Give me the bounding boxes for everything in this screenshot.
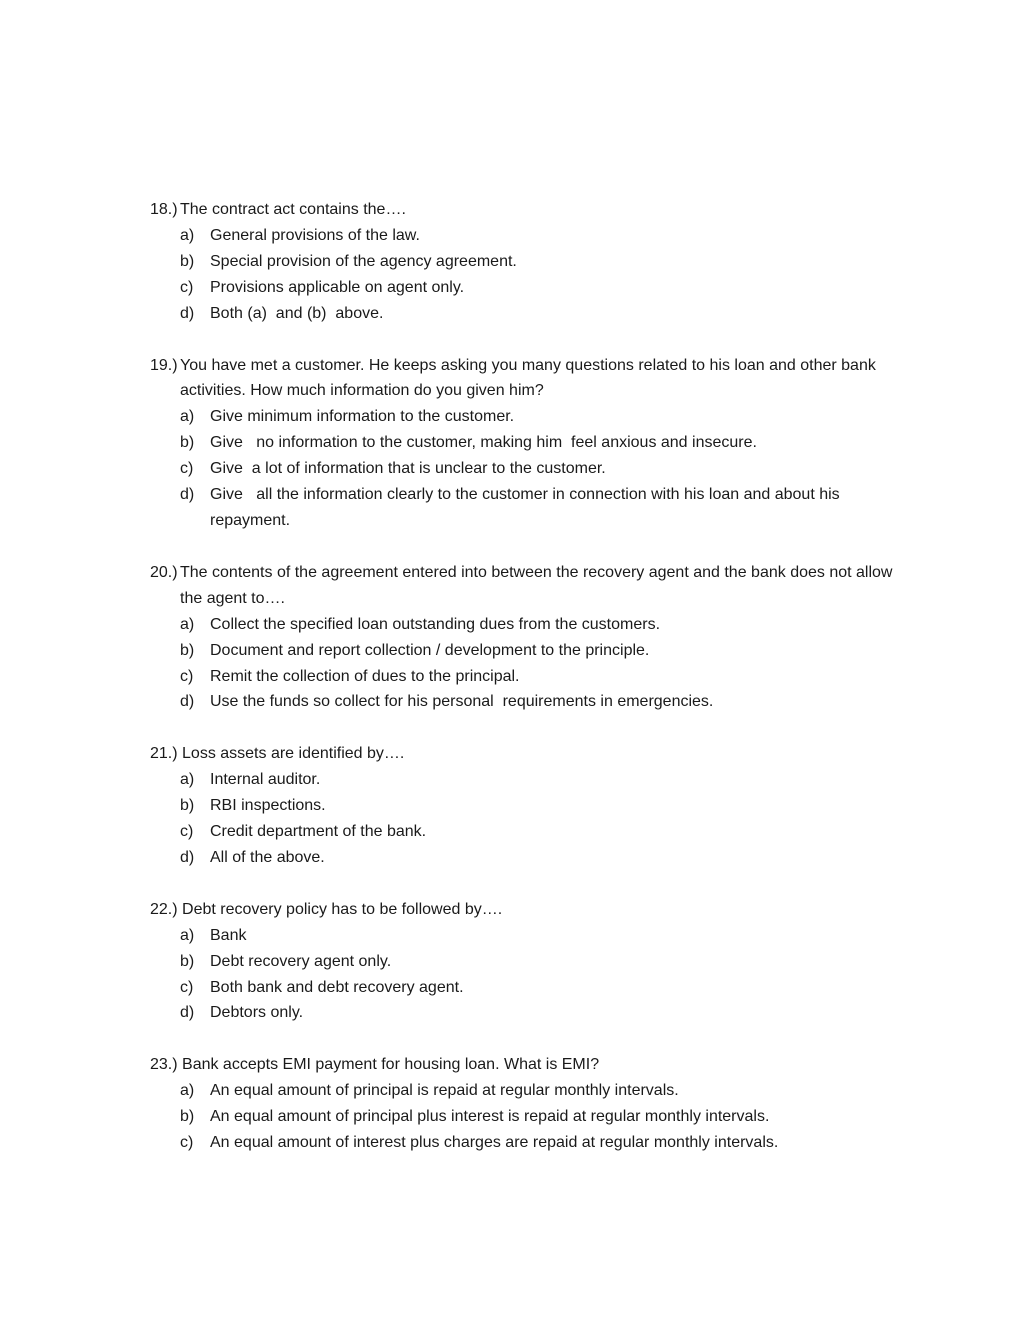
option-letter: d) [180, 1004, 195, 1022]
option-text: Provisions applicable on agent only. [210, 278, 465, 296]
question-text: The contract act contains the…. [180, 201, 406, 218]
answer-option-c [180, 975, 910, 1001]
option-letter: b) [180, 1108, 195, 1126]
answer-option-b [180, 793, 910, 819]
option-text: Credit department of the bank. [210, 823, 427, 841]
option-letter: d) [180, 304, 195, 322]
question-list [150, 197, 910, 1182]
answer-option-a [180, 767, 910, 793]
question-number: 18.) [150, 201, 178, 218]
question-18 [150, 197, 910, 327]
option-text: Bank [210, 926, 247, 944]
question-number: 19.) [150, 356, 178, 374]
option-text: An equal amount of principal plus interest is repaid at regular monthly intervals. [210, 1108, 770, 1126]
answer-option-c [180, 275, 910, 301]
question-20 [150, 560, 910, 715]
option-text: Remit the collection of dues to the principal. [210, 667, 520, 685]
option-text: All of the above. [210, 848, 325, 866]
question-number: 20.) [150, 563, 178, 581]
option-letter: d) [180, 848, 195, 866]
option-letter: b) [180, 797, 195, 815]
option-letter: c) [180, 278, 194, 296]
option-letter: a) [180, 926, 195, 944]
option-text: RBI inspections. [210, 797, 326, 815]
answer-option-b [180, 249, 910, 275]
option-letter: b) [180, 952, 195, 970]
option-letter: c) [180, 978, 194, 996]
question-number: 23.) [150, 1056, 183, 1074]
answer-option-a [180, 223, 910, 249]
option-text: Debtors only. [210, 1004, 304, 1022]
option-letter: a) [180, 408, 195, 426]
option-letter: c) [180, 1134, 194, 1152]
option-text: An equal amount of interest plus charges are repaid at regular monthly intervals. [210, 1134, 779, 1152]
option-text: General provisions of the law. [210, 226, 420, 244]
answer-option-b [180, 430, 910, 456]
question-stem [150, 197, 910, 223]
option-text: Both (a) and (b) above. [210, 304, 384, 322]
answer-option-b [180, 1104, 910, 1130]
option-letter: c) [180, 667, 194, 685]
option-text: Collect the specified loan outstanding dues from the customers. [210, 615, 661, 633]
option-letter: d) [180, 693, 195, 711]
option-text: Give a lot of information that is unclear to the customer. [210, 460, 606, 478]
answer-option-a [180, 404, 910, 430]
option-letter: a) [180, 615, 195, 633]
option-text: An equal amount of principal is repaid at regular monthly intervals. [210, 1082, 679, 1100]
option-text: Special provision of the agency agreement. [210, 252, 517, 270]
option-letter: c) [180, 823, 194, 841]
question-stem [150, 560, 910, 612]
question-stem [150, 741, 910, 767]
option-letter: b) [180, 252, 195, 270]
option-text: Internal auditor. [210, 771, 321, 789]
question-text: Loss assets are identified by…. [182, 745, 405, 763]
question-19 [150, 353, 910, 534]
option-letter: a) [180, 226, 195, 244]
question-stem [150, 1052, 910, 1078]
answer-option-a [180, 1078, 910, 1104]
option-letter: a) [180, 1082, 195, 1100]
question-text: Bank accepts EMI payment for housing loan. What is EMI? [182, 1056, 600, 1074]
answer-option-c [180, 456, 910, 482]
answer-option-d [180, 482, 910, 534]
answer-option-b [180, 638, 910, 664]
answer-option-c [180, 819, 910, 845]
question-stem [150, 353, 910, 405]
option-text: Debt recovery agent only. [210, 952, 392, 970]
answer-option-d [180, 1000, 910, 1026]
option-text: Give no information to the customer, making him feel anxious and insecure. [210, 434, 757, 452]
option-letter: c) [180, 460, 194, 478]
option-letter: b) [180, 641, 195, 659]
question-text: Debt recovery policy has to be followed by…. [182, 900, 503, 918]
option-text: Use the funds so collect for his personal requirements in emergencies. [210, 693, 714, 711]
option-letter: a) [180, 771, 195, 789]
question-23 [150, 1052, 910, 1156]
option-text: Document and report collection / development to the principle. [210, 641, 650, 659]
question-text: You have met a customer. He keeps asking you many questions related to his loan and other bank activities. How much information do you given him? [180, 356, 881, 400]
answer-option-b [180, 949, 910, 975]
answer-option-a [180, 612, 910, 638]
question-21 [150, 741, 910, 871]
option-text: Give minimum information to the customer. [210, 408, 515, 426]
option-text: Give all the information clearly to the customer in connection with his loan and about his repayment. [210, 486, 845, 529]
answer-option-d [180, 301, 910, 327]
question-stem [150, 897, 910, 923]
option-text: Both bank and debt recovery agent. [210, 978, 464, 996]
question-22 [150, 897, 910, 1027]
question-number: 21.) [150, 745, 183, 763]
answer-option-c [180, 664, 910, 690]
option-letter: d) [180, 486, 195, 504]
answer-option-d [180, 689, 910, 715]
question-number: 22.) [150, 900, 183, 918]
answer-option-c [180, 1130, 910, 1156]
answer-option-a [180, 923, 910, 949]
option-letter: b) [180, 434, 195, 452]
answer-option-d [180, 845, 910, 871]
question-text: The contents of the agreement entered into between the recovery agent and the bank does not allow the agent to…. [180, 563, 897, 607]
